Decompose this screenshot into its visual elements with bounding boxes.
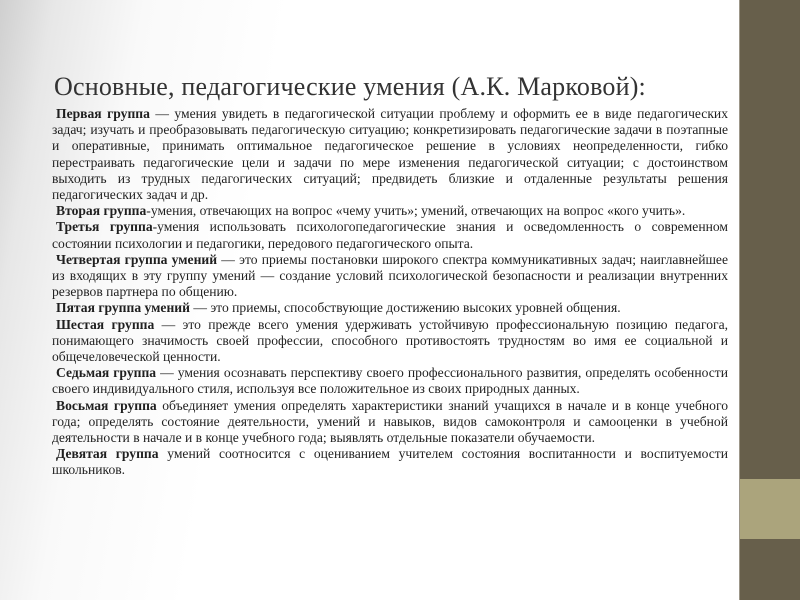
paragraph-group-6-text: — это прежде всего умения удерживать устойчивую профессиональную позицию педагога, понимающего значимость своей профессии, способного противостоять трудностям во имя ее социальной и общечеловеческой ценности. bbox=[52, 316, 729, 365]
paragraph-group-4-lead: Четвертая группа умений bbox=[56, 251, 218, 267]
paragraph-group-8-lead: Восьмая группа bbox=[56, 397, 157, 413]
paragraph-group-5 bbox=[52, 300, 728, 316]
paragraph-group-5-lead: Пятая группа умений bbox=[56, 300, 190, 316]
paragraph-group-3-lead: Третья группа bbox=[56, 219, 153, 235]
paragraph-group-7-lead: Седьмая группа bbox=[56, 365, 157, 381]
paragraph-group-4-text: — это приемы постановки широкого спектра коммуникативных задач; наиглавнейшее из входящих в эту группу умений — создание условий психологической безопасности и реализации внутренних резервов партнера по общению. bbox=[52, 251, 728, 300]
paragraph-group-1 bbox=[52, 106, 728, 203]
paragraph-group-6-lead: Шестая группа bbox=[56, 316, 155, 332]
paragraph-group-2 bbox=[52, 203, 728, 219]
paragraph-group-9 bbox=[52, 446, 728, 478]
paragraph-group-3 bbox=[52, 219, 728, 251]
paragraph-group-4 bbox=[52, 252, 728, 301]
paragraph-group-2-text: -умения, отвечающих на вопрос «чему учить»; умений, отвечающих на вопрос «кого учить». bbox=[146, 203, 686, 219]
paragraph-group-9-text: умений соотносится с оцениванием учителем состояния воспитанности и воспитуемости школьников. bbox=[52, 446, 728, 478]
paragraph-group-9-lead: Девятая группа bbox=[56, 446, 159, 462]
paragraph-group-5-text: — это приемы, способствующие достижению высоких уровней общения. bbox=[189, 300, 621, 316]
paragraph-group-6 bbox=[52, 317, 728, 366]
paragraph-group-7 bbox=[52, 365, 728, 397]
paragraph-group-8 bbox=[52, 398, 728, 447]
paragraph-group-3-text: -умения использовать психологопедагогические знания и осведомленность о современном состоянии психологии и педагогики, передового педагогического опыта. bbox=[52, 219, 729, 251]
paragraph-group-1-lead: Первая группа bbox=[56, 106, 150, 121]
sidebar-stripe bbox=[739, 0, 800, 600]
paragraph-group-1-text: — умения увидеть в педагогической ситуации проблему и оформить ее в виде педагогических задач; изучать и преобразовывать педагогическую ситуацию; конкретизировать педагогические задачи в поэтапные и оперативные, принимать оптимальное педагогическое решение в условиях неопределенности, гибко перестраивать педагогические цели и задачи по мере изменения педагогической ситуации; с достоинством выходить из трудных педагогических ситуаций; предвидеть близкие и отдаленные результаты решения педагогических задач и др. bbox=[52, 106, 728, 203]
paragraph-group-7-text: — умения осознавать перспективу своего профессионального развития, определять особенности своего индивидуального стиля, используя все положительное из своих природных данных. bbox=[52, 365, 728, 397]
paragraph-group-2-lead: Вторая группа bbox=[56, 203, 147, 219]
slide-title: Основные, педагогические умения (А.К. Марковой): bbox=[54, 72, 646, 101]
slide-body bbox=[52, 106, 728, 479]
paragraph-group-8-text: объединяет умения определять характеристики знаний учащихся в начале и в конце учебного года; определять состояние деятельности, умений и навыков, видов самоконтроля и самооценки в учебной деятельности в начале и в конце учебного года; выявлять отдельные показатели обучаемости. bbox=[52, 397, 728, 446]
sidebar-accent-square bbox=[740, 479, 800, 539]
